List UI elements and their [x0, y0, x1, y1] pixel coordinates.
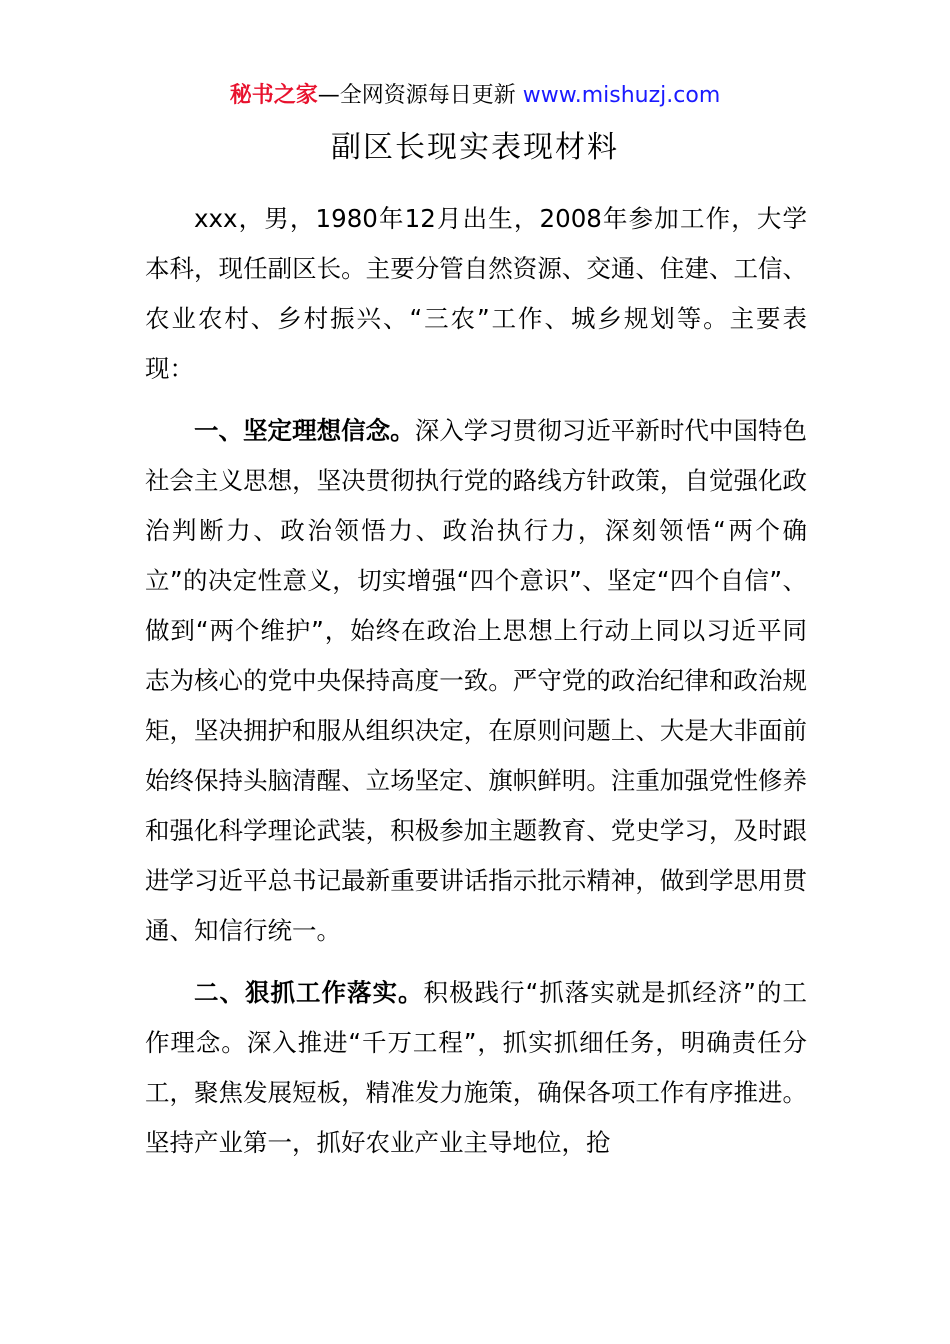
site-slogan: —全网资源每日更新: [317, 83, 516, 108]
paragraph-lead: 一、坚定理想信念。: [194, 416, 415, 445]
section-paragraph-implementation: [145, 968, 807, 1168]
paragraph-text: 深入学习贯彻习近平新时代中国特色社会主义思想，坚决贯彻执行党的路线方针政策，自觉强化政治判断力、政治领悟力、政治执行力，深刻领悟“两个确立”的决定性意义，切实增强“四个意识”、坚定“四个自信”、做到“两个维护”，始终在政治上思想上行动上同以习近平同志为核心的党中央保持高度一致。严守党的政治纪律和政治规矩，坚决拥护和服从组织决定，在原则问题上、大是大非面前始终保持头脑清醒、立场坚定、旗帜鲜明。注重加强党性修养和强化科学理论武装，积极参加主题教育、党史学习，及时跟进学习近平总书记最新重要讲话指示批示精神，做到学思用贯通、知信行统一。: [145, 416, 807, 945]
section-paragraph-ideals: [145, 406, 807, 956]
site-url-link[interactable]: www.mishuzj.com: [522, 83, 721, 108]
site-header: [0, 80, 950, 112]
site-brand: 秘书之家: [229, 83, 318, 108]
document-body: [145, 194, 807, 1180]
paragraph-lead: 二、狠抓工作落实。: [194, 978, 424, 1007]
document-title: 副区长现实表现材料: [331, 130, 619, 165]
intro-paragraph: [145, 194, 807, 394]
paragraph-text: 积极践行“抓落实就是抓经济”的工作理念。深入推进“千万工程”，抓实抓细任务，明确责任分工，聚焦发展短板，精准发力施策，确保各项工作有序推进。坚持产业第一，抓好农业产业主导地位，抢: [145, 978, 807, 1157]
paragraph-text: xxx，男，1980年12月出生，2008年参加工作，大学本科，现任副区长。主要分管自然资源、交通、住建、工信、农业农村、乡村振兴、“三农”工作、城乡规划等。主要表现：: [145, 204, 807, 383]
